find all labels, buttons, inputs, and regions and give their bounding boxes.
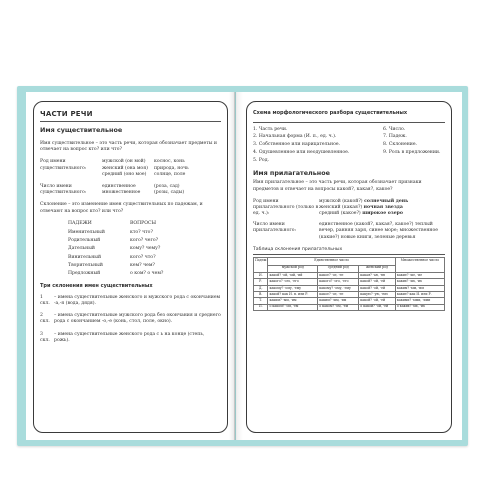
gender-row: средний (оно мое) солнце, поле (102, 171, 186, 177)
right-page-content (253, 108, 445, 311)
title-rule (40, 121, 221, 122)
noun-number-label: Число имени существительного: (40, 184, 87, 196)
case-row: Винительный кого? что? (68, 254, 156, 260)
table-header-cell: Единственное число (268, 258, 395, 266)
adjective-definition: Имя прилагательное – это часть речи, которая обозначает признаки предметов и отвечает на вопросы какой?, какая?, какое? (253, 180, 422, 192)
adjective-gender-block (253, 199, 445, 218)
scheme-item: 6. Число. (383, 126, 406, 132)
left-page-content (40, 108, 221, 350)
gender-row: мужской (он мой) коснос, конь (102, 159, 185, 165)
adjective-number-text: единственное (какой?, какая?, какое?) теплый вечер, ранняя заря, синее море; множественное (какие?) новые книги, зеленые деревья (319, 222, 438, 240)
adjective-declension-table (253, 257, 445, 311)
noun-definition: Имя существительное – это часть речи, которая обозначает предметы и отвечает на вопрос кто? или что? (40, 141, 217, 153)
adjective-heading: Имя прилагательное (253, 168, 330, 177)
adjective-gender-row: мужской (какой?) солнечный день (319, 198, 409, 204)
declension-item: 1 скл. – имена существительные женского и мужского рода с окончанием -а,-я (вода, дядя). (40, 294, 221, 307)
gender-row: женский (она моя) природа, ночь (102, 165, 189, 171)
right-page-frame (246, 101, 452, 433)
adjective-number-block (253, 222, 445, 241)
left-page (26, 92, 235, 440)
morph-scheme-heading: Схема морфологического разбора существительных (253, 110, 408, 116)
table-header-cell: мужской род (268, 265, 318, 273)
scheme-item: 9. Роль в предложении. (383, 149, 441, 155)
table-header-cell: Падеж (254, 258, 268, 273)
noun-gender-label: Род имени существительного: (40, 159, 87, 171)
scheme-item: 7. Падеж. (383, 134, 407, 140)
adjective-gender-row: средний (какое?) широкое озеро (319, 211, 403, 217)
scheme-item: 3. Собственное или нарицательное. (253, 142, 341, 148)
scheme-item: 1. Часть речи. (253, 126, 288, 132)
spine-shadow (229, 92, 243, 440)
parts-of-speech-title: ЧАСТИ РЕЧИ (40, 110, 93, 118)
case-row: Предложный о ком? о чем? (68, 270, 164, 276)
table-header-row (254, 258, 445, 266)
number-row: единственное (роза, сад) (102, 184, 180, 190)
right-page (236, 92, 462, 440)
scheme-item: 5. Род. (253, 157, 269, 163)
morph-scheme-list (253, 127, 445, 164)
noun-heading: Имя существительное (40, 126, 123, 135)
declension-table-caption: Таблица склонения прилагательных (253, 246, 343, 252)
noun-number-block (40, 184, 221, 196)
noun-gender-block (40, 159, 221, 178)
table-row: Т. каким? -ым, -им каким? -ым, -им какой? -ой, -ей какими? -ыми, -ими (254, 298, 445, 304)
adjective-gender-row: женский (какая?) ночная звезда (319, 204, 403, 210)
table-rule (253, 254, 445, 255)
table-row: П. о каком? -ом, -ем о каком? -ом, -ем о какой? -ой, -ей о каких? -ых, -их (254, 304, 445, 310)
declension-item: 2 скл. – имена существительные мужского рода без окончания и среднего рода с окончанием -о,-е (конь, стол, поле, окно). (40, 313, 221, 325)
table-row: Д. какому? -ому, -ему какому? -ому, -ему какой? -ой, -ей каким? -ым, -им (254, 285, 445, 291)
questions-header: ВОПРОСЫ (130, 220, 157, 226)
number-row: множественное (розы, сады) (102, 190, 185, 196)
scheme-item: 4. Одушевленное или неодушевленное. (253, 149, 350, 155)
declension-definition: Склонение – это изменение имен существительных по падежам, и отвечают на вопрос кто? или что? (40, 202, 203, 214)
cases-header: ПАДЕЖИ (68, 220, 92, 226)
case-row: Дательный кому? чему? (68, 246, 161, 252)
three-declensions-heading: Три склонения имен существительных (40, 283, 153, 290)
table-row: И. какой? -ой, -ый, -ий какое? -ое, -ее какая? -ая, -яя какие? -ые, -ие (254, 273, 445, 279)
table-row: В. какой? как И. п. или Р. какое? -ое, -ее какую? -ую, -юю какие? как И. или Р. (254, 292, 445, 298)
case-row: Творительный кем? чем? (68, 262, 155, 268)
table-header-cell: Множественное число (395, 258, 444, 273)
case-row: Именительный кто? что? (68, 229, 153, 235)
cases-table (68, 221, 221, 277)
table-header-cell: средний род (318, 265, 359, 273)
case-row: Родительный кого? чего? (68, 238, 159, 244)
adjective-gender-label: Род имени прилагательного (только в ед. ч.): (253, 198, 319, 217)
scheme-rule (253, 122, 445, 123)
scheme-item: 8. Склонение. (383, 142, 417, 148)
scheme-item: 2. Начальная форма (И. п., ед. ч.). (253, 134, 337, 140)
adjective-number-label: Число имени прилагательного: (253, 222, 297, 234)
table-header-cell: женский род (359, 265, 396, 273)
left-page-frame (33, 101, 228, 433)
declension-item: 3 скл. – имена существительные женского рода с ь на конце (степь, рожь). (40, 331, 205, 343)
table-row: Р. какого? -ого, -его какого? -ого, -его какой? -ой, -ей каких? -ых, -их (254, 279, 445, 285)
